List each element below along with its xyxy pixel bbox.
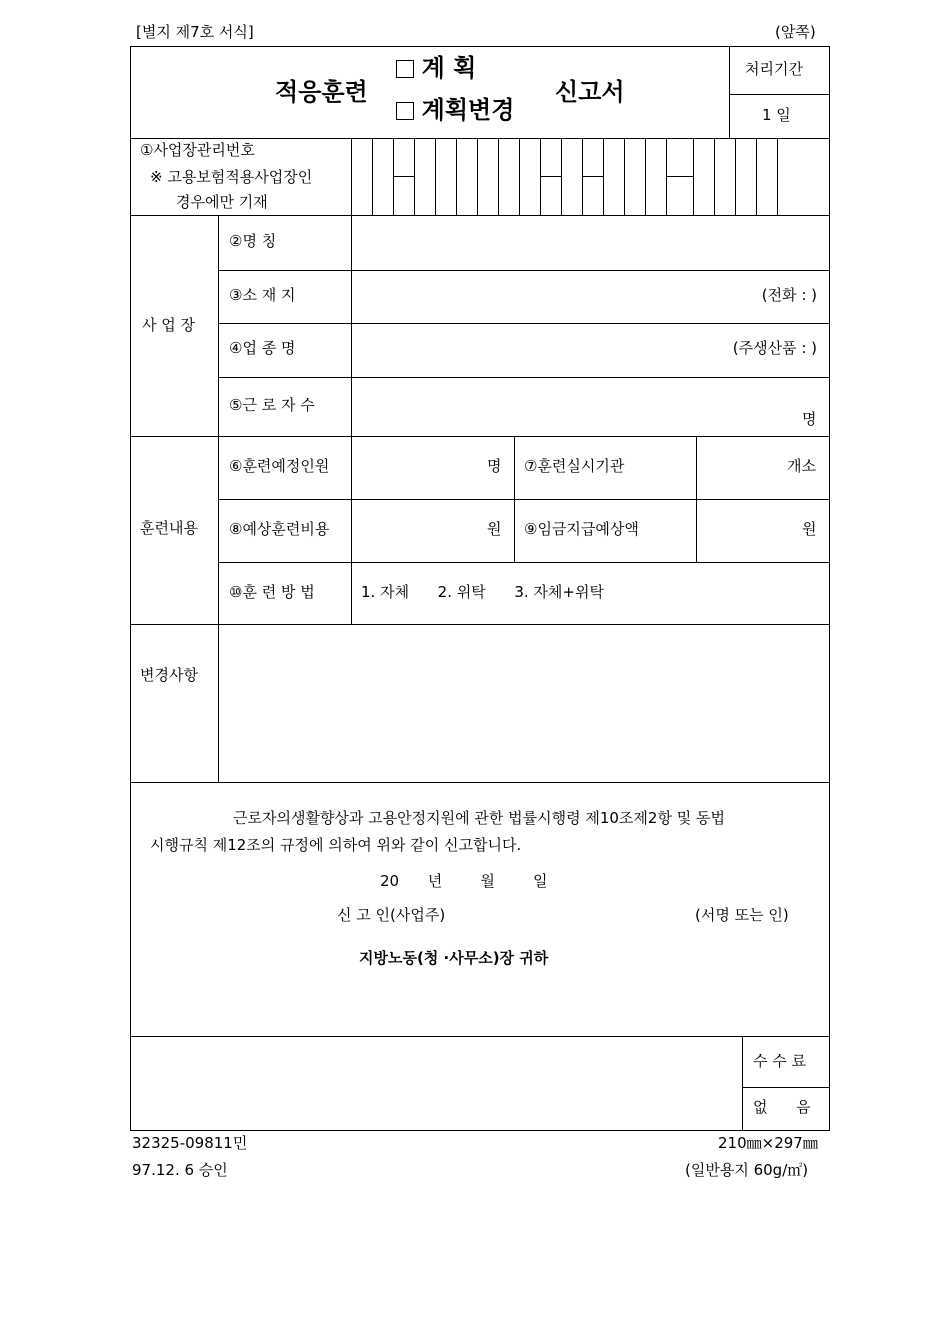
option-plan-label: 계 획: [421, 53, 477, 82]
reg-note2: 경우에만 기재: [176, 193, 268, 211]
option-plan-change-label: 계획변경: [421, 95, 515, 124]
addressee: 지방노동(청 ·사무소)장 귀하: [359, 949, 549, 967]
form-number: [별지 제7호 서식]: [136, 23, 254, 41]
footer-paper: (일반용지 60g/㎡): [685, 1161, 809, 1179]
wage-unit: 원: [802, 520, 817, 538]
address-label: ③소 재 지: [229, 286, 296, 304]
training-section-label: 훈련내용: [140, 519, 198, 537]
business-section-label: 사 업 장: [142, 316, 196, 334]
option-plan[interactable]: [396, 53, 477, 82]
title-left: 적응훈련: [275, 77, 368, 106]
expected-trainees-unit: 명: [487, 457, 502, 475]
signature-label: (서명 또는 인): [695, 906, 789, 924]
reg-label: ①사업장관리번호: [140, 141, 255, 159]
option-plan-change[interactable]: [396, 95, 515, 124]
title-right: 신고서: [555, 77, 625, 106]
footer-code: 32325-09811민: [132, 1134, 248, 1152]
declaration-date: 20 년 월 일: [380, 872, 548, 890]
checkbox-icon[interactable]: [396, 102, 414, 120]
workers-field[interactable]: [352, 378, 829, 435]
cost-label: ⑧예상훈련비용: [229, 520, 330, 538]
fee-label: 수 수 료: [753, 1052, 807, 1070]
reg-note1: ※ 고용보험적용사업장인: [150, 168, 313, 186]
cost-unit: 원: [487, 520, 502, 538]
declaration-line2: 시행규칙 제12조의 규정에 의하여 위와 같이 신고합니다.: [150, 836, 522, 854]
institution-label: ⑦훈련실시기관: [524, 457, 625, 475]
expected-trainees-label: ⑥훈련예정인원: [229, 457, 330, 475]
page-side-label: (앞쪽): [775, 23, 816, 41]
checkbox-icon[interactable]: [396, 60, 414, 78]
footer-approved: 97.12. 6 승인: [132, 1161, 228, 1179]
name-label: ②명 칭: [229, 232, 277, 250]
workers-label: ⑤근 로 자 수: [229, 396, 315, 414]
applicant-label: 신 고 인(사업주): [337, 906, 446, 924]
fee-value: 없 음: [753, 1098, 811, 1116]
method-options[interactable]: 1. 자체 2. 위탁 3. 자체+위탁: [361, 583, 604, 601]
name-field[interactable]: [352, 216, 829, 269]
institution-unit: 개소: [787, 457, 816, 475]
method-label: ⑩훈 련 방 법: [229, 583, 315, 601]
changes-label: 변경사항: [140, 666, 198, 684]
processing-label: 처리기간: [745, 60, 803, 78]
wage-label: ⑨임금지급예상액: [524, 520, 639, 538]
changes-field[interactable]: [219, 625, 829, 781]
address-field[interactable]: [352, 271, 829, 322]
industry-label: ④업 종 명: [229, 339, 296, 357]
declaration-line1: 근로자의생활향상과 고용안정지원에 관한 법률시행령 제10조제2항 및 동법: [233, 809, 725, 827]
product-label: (주생산품 : ): [732, 339, 817, 357]
footer-size: 210㎜×297㎜: [718, 1134, 818, 1152]
processing-value: 1 일: [762, 106, 791, 124]
workers-unit: 명: [802, 410, 817, 428]
phone-label: (전화 : ): [761, 286, 817, 304]
